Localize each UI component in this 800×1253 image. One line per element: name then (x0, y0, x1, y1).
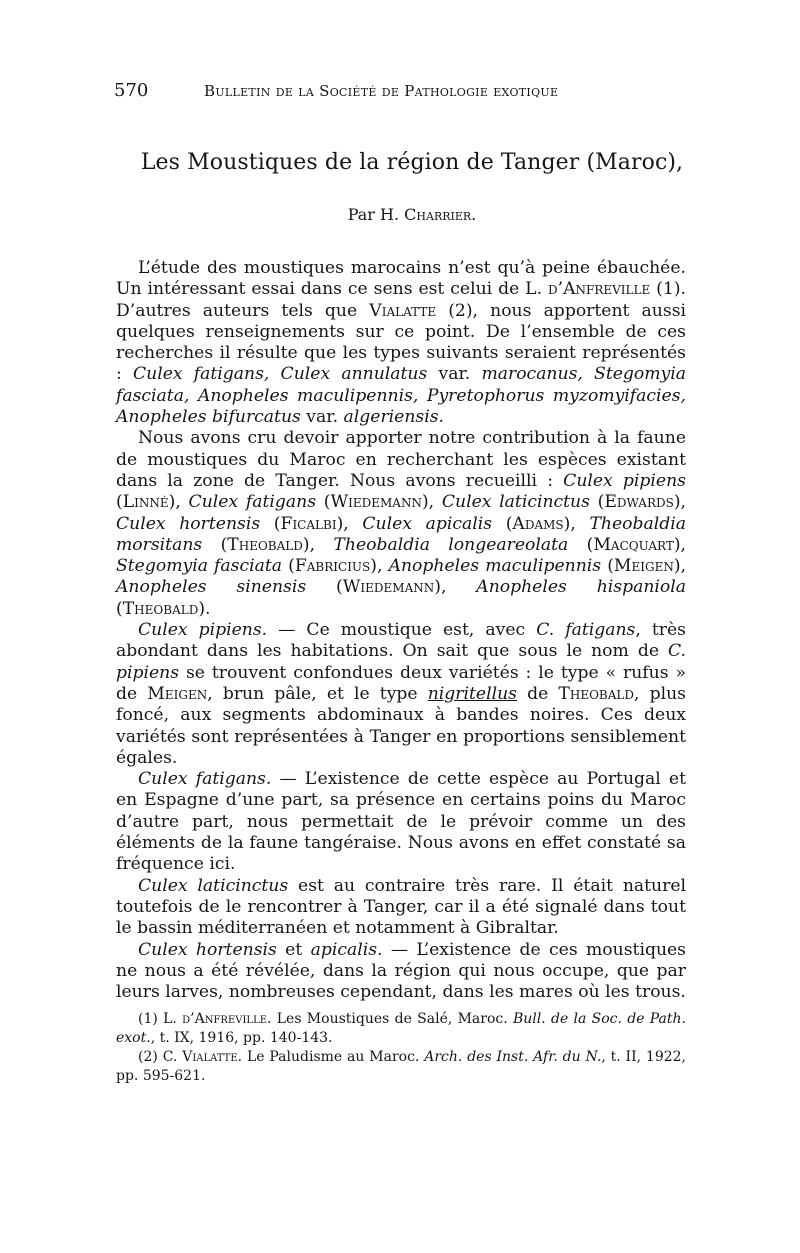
text-run: ( (306, 577, 343, 598)
paragraph-culex-laticinctus (116, 876, 686, 940)
journal-title: Bulletin de la Société de Pathologie exotique (204, 82, 559, 100)
author-ref: Wiedemann (342, 577, 435, 598)
text-run: ( (260, 513, 281, 534)
text-run: ), (421, 492, 442, 513)
text-run: ( (116, 492, 123, 513)
text-run: L’étude des moustiques marocains n’est qu’à peine ébauchée. Un intéressant essai dans ce sens est celui de L. (116, 258, 686, 300)
footnote-2 (116, 1048, 686, 1086)
text-run: ( (282, 556, 295, 577)
author-ref: Meigen (147, 683, 208, 704)
paragraph-culex-fatigans (116, 769, 686, 875)
author-ref: Theobald (122, 598, 199, 619)
text-run: est au contraire très rare. Il était naturel toutefois de le rencontrer à Tanger, car il a été signalé dans tout le bassin méditerranéen et notamment à Gibraltar. (116, 875, 687, 939)
text-run: ), (370, 556, 389, 577)
text-run: — L’existence de ces moustiques ne nous a été révélée, dans la région qui nous occupe, que par leurs larves, nombreuses cependant, dans les mares où les trous. (116, 939, 687, 1003)
species-name: Culex fatigans, Culex annulatus (132, 364, 428, 385)
journal-ref: Bull. de la Soc. de Path. exot. (116, 1011, 686, 1046)
paragraph-species-list (116, 428, 686, 620)
text-run: ), (168, 492, 189, 513)
article-title: Les Moustiques de la région de Tanger (Maroc), (140, 150, 684, 175)
species-name: Culex hortensis (116, 513, 261, 534)
text-run: se trouvent confondues deux variétés : le type « rufus » de (116, 662, 686, 704)
author-ref: Macquart (593, 534, 674, 555)
species-name: C. pipiens (116, 641, 686, 683)
text-run: ( (601, 556, 614, 577)
article-body (116, 258, 686, 1003)
species-name: C. fatigans (536, 620, 636, 641)
author-ref: Vialatte. (182, 1049, 243, 1065)
text-run: , brun pâle, et le type (207, 683, 428, 704)
author-ref: Adams (512, 513, 564, 534)
text-run: (1). D’autres auteurs tels que (116, 279, 686, 321)
author-ref: Ficalbi (280, 513, 337, 534)
author-ref: Meigen (613, 556, 674, 577)
author-ref: Vialatte (369, 300, 437, 321)
author-name: Charrier. (404, 205, 477, 224)
author-ref: d’Anfreville (548, 279, 651, 300)
byline-prefix: Par H. (347, 205, 405, 224)
author-ref: Wiedemann (330, 492, 422, 513)
page-number: 570 (114, 80, 149, 101)
text-run: ), (673, 534, 687, 555)
author-ref: d’Anfreville. (182, 1011, 272, 1027)
text-run: ( (568, 534, 594, 555)
text-run: ). (198, 598, 211, 619)
text-run: (2), nous apportent aussi quelques renseignements sur ce point. De l’ensemble de ces recherches il résulte que les types suivants seraient représentés : (116, 300, 687, 385)
author-ref: Linné (122, 492, 169, 513)
text-run: (2) C. (138, 1049, 183, 1065)
footnotes (116, 1010, 686, 1086)
species-name: Anopheles maculipennis (388, 556, 602, 577)
author-ref: Edwards (604, 492, 674, 513)
text-run: Les Moustiques de Salé, Maroc. (271, 1011, 513, 1027)
species-name: Culex pipiens (563, 470, 686, 491)
text-run: ), (673, 556, 687, 577)
section-lead: Culex laticinctus (138, 875, 289, 896)
text-run: , très abondant dans les habitations. On sait que sous le nom de (116, 620, 687, 662)
text-run: ( (202, 534, 228, 555)
text-run: , t. IX, 1916, pp. 140-143. (150, 1030, 333, 1046)
author-ref: Theobald (558, 683, 634, 704)
text-run: var. (427, 364, 482, 385)
author-ref: Theobald (227, 534, 303, 555)
text-run: , t. II, 1922, pp. 595-621. (116, 1049, 686, 1084)
text-run: ), (673, 492, 686, 513)
section-lead: Culex hortensis (138, 939, 277, 960)
section-lead: apicalis. (310, 939, 383, 960)
section-lead: Culex fatigans. (138, 769, 272, 790)
text-run: et (276, 939, 311, 960)
running-head (114, 80, 700, 101)
text-run: ), (434, 577, 477, 598)
text-run: ), (336, 513, 363, 534)
species-name: Anopheles sinensis (116, 577, 307, 598)
text-run: (1) L. (138, 1011, 183, 1027)
species-name: Anopheles hispaniola (476, 577, 686, 598)
author-ref: Fabricius (294, 556, 371, 577)
text-run: — L’existence de cette espèce au Portugal et en Espagne d’une part, sa présence en certains poins du Maroc d’autre part, nous permettait de le prévoir comme un des éléments de la faune tangéraise. Nous avons en effet constaté sa fréquence ici. (116, 769, 686, 875)
species-name: Theobaldia morsitans (116, 513, 687, 555)
species-name: Culex apicalis (362, 513, 493, 534)
text-run: ( (492, 513, 513, 534)
text-run: — Ce moustique est, avec (267, 620, 537, 641)
text-run: ), (302, 534, 334, 555)
species-name: Stegomyia fasciata (116, 556, 283, 577)
species-name: algeriensis. (343, 407, 445, 428)
text-run: var. (300, 407, 344, 428)
species-name: marocanus, Stegomyia fasciata, Anopheles maculipennis, Pyretophorus myzomyifacies, Anopheles bifurcatus (116, 364, 686, 428)
text-run: , plus foncé, aux segments abdominaux à bandes noires. Ces deux variétés sont représentées à Tanger en proportions sensiblement égales. (116, 683, 686, 768)
species-name: nigritellus (427, 683, 517, 704)
footnote-1 (116, 1010, 686, 1048)
section-lead: Culex pipiens. (138, 620, 268, 641)
byline (114, 205, 710, 224)
text-run: Nous avons cru devoir apporter notre contribution à la faune de moustiques du Maroc en recherchant les espèces existant dans la zone de Tanger. Nous avons recueilli : (116, 428, 686, 491)
text-run: ), (563, 513, 590, 534)
species-name: Culex laticinctus (441, 492, 590, 513)
paragraph-culex-hortensis (116, 940, 686, 1004)
text-run: de (516, 683, 559, 704)
paragraph-intro (116, 258, 686, 428)
paragraph-culex-pipiens (116, 620, 686, 769)
text-run: ( (589, 492, 605, 513)
journal-ref: Arch. des Inst. Afr. du N. (424, 1049, 602, 1065)
species-name: Theobaldia longeareolata (333, 534, 569, 555)
text-run: ( (116, 598, 123, 619)
species-name: Culex fatigans (188, 492, 317, 513)
text-run: ( (316, 492, 331, 513)
text-run: Le Paludisme au Maroc. (242, 1049, 425, 1065)
